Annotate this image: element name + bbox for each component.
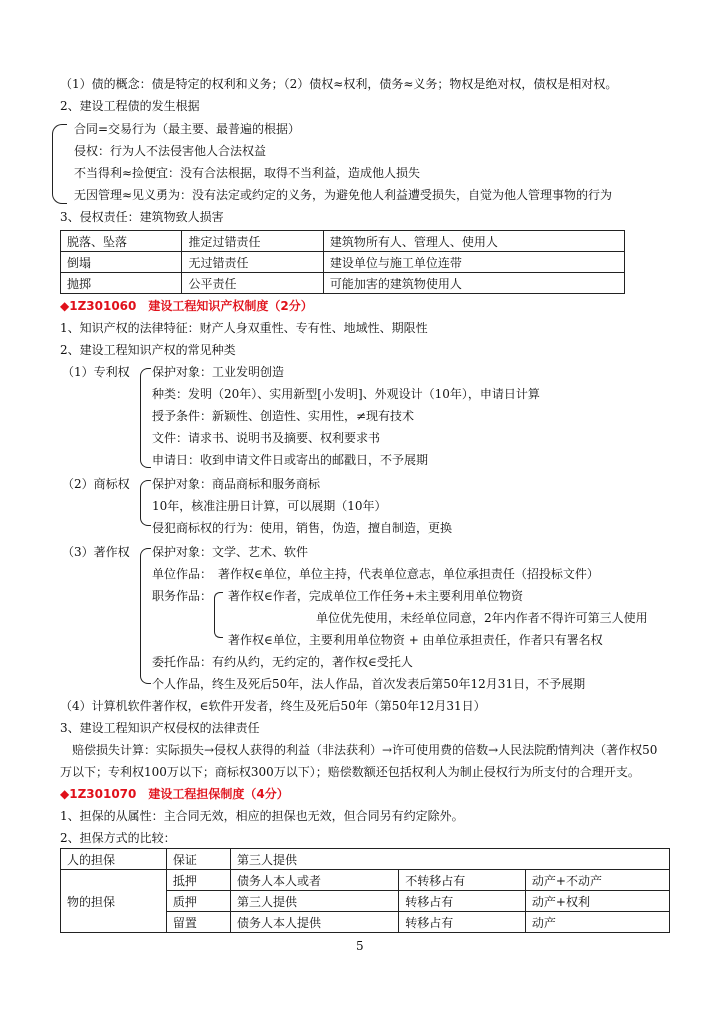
guarantee-accessory: 1、担保的从属性：主合同无效，相应的担保也无效，但合同另有约定除外。 bbox=[60, 809, 464, 823]
ip-features: 1、知识产权的法律特征：财产人身双重性、专有性、地域性、期限性 bbox=[60, 321, 428, 335]
employment-unit: 著作权∈单位，主要利用单位物资 + 由单位承担责任，作者只有署名权 bbox=[228, 633, 603, 647]
gt-cell: 债务人本人或者 bbox=[231, 870, 399, 891]
patent-filing-date: 申请日：收到申请文件日或寄出的邮戳日，不予展期 bbox=[152, 453, 429, 467]
ip-types-heading: 2、建设工程知识产权的常见种类 bbox=[60, 343, 236, 357]
compensation-line2: 万以下；专利权100万以下；商标权300万以下）；赔偿数额还包括权利人为制止侵权行为所支付的合理开支。 bbox=[60, 765, 640, 779]
debt-tort: 侵权：行为人不法侵害他人合法权益 bbox=[74, 144, 267, 158]
gt-cell: 转移占有 bbox=[399, 891, 526, 912]
unit-work: 单位作品： 著作权∈单位，单位主持，代表单位意志，单位承担责任（招投标文件） bbox=[152, 567, 599, 581]
page-number: 5 bbox=[356, 939, 364, 953]
tort-cell: 脱落、坠落 bbox=[61, 231, 182, 252]
section-ip: ◆1Z301060 建设工程知识产权制度（2分） bbox=[60, 299, 313, 313]
patent-conditions: 授予条件：新颖性、创造性、实用性，≠现有技术 bbox=[152, 409, 415, 423]
gt-cell: 转移占有 bbox=[399, 912, 526, 933]
software-copyright: （4）计算机软件著作权，∈软件开发者，终生及死后50年（第50年12月31日） bbox=[60, 699, 486, 713]
brace-patent bbox=[140, 368, 151, 468]
debt-concept: （1）债的概念：债是特定的权利和义务；（2）债权≈权利，债务≈义务；物权是绝对权，债权是相对权。 bbox=[60, 77, 618, 91]
tort-cell: 倒塌 bbox=[61, 252, 182, 273]
copyright-heading: （3）著作权 bbox=[62, 545, 130, 559]
patent-documents: 文件：请求书、说明书及摘要、权利要求书 bbox=[152, 431, 381, 445]
trademark-heading: （2）商标权 bbox=[62, 477, 130, 491]
guarantee-type: 保证 bbox=[166, 849, 230, 870]
employment-priority: 单位优先使用，未经单位同意，2年内作者不得许可第三人使用 bbox=[316, 611, 648, 625]
gt-cell: 质押 bbox=[166, 891, 230, 912]
tort-cell: 抛掷 bbox=[61, 273, 182, 294]
brace-copyright bbox=[140, 548, 151, 684]
person-guarantee: 人的担保 bbox=[61, 849, 167, 870]
gt-cell: 抵押 bbox=[166, 870, 230, 891]
debt-negotiorum: 无因管理≈见义勇为：没有法定或约定的义务，为避免他人利益遭受损失，自觉为他人管理事物的行为 bbox=[74, 188, 613, 202]
trademark-infringement: 侵犯商标权的行为：使用，销售，伪造，擅自制造，更换 bbox=[152, 521, 453, 535]
heading-tort: 3、侵权责任：建筑物致人损害 bbox=[60, 210, 224, 224]
tort-cell: 可能加害的建筑物使用人 bbox=[323, 273, 624, 294]
tort-cell: 建设单位与施工单位连带 bbox=[323, 252, 624, 273]
gt-cell: 动产+权利 bbox=[525, 891, 669, 912]
tort-cell: 建筑物所有人、管理人、使用人 bbox=[323, 231, 624, 252]
brace-debt bbox=[52, 124, 67, 204]
employment-author: 著作权∈作者，完成单位工作任务+未主要利用单位物资 bbox=[228, 589, 523, 603]
thing-guarantee: 物的担保 bbox=[61, 870, 167, 933]
tort-cell: 推定过错责任 bbox=[182, 231, 323, 252]
gt-cell: 留置 bbox=[166, 912, 230, 933]
commissioned-work: 委托作品：有约从约，无约定的，著作权∈受托人 bbox=[152, 655, 413, 669]
patent-heading: （1）专利权 bbox=[62, 365, 130, 379]
heading-debt-basis: 2、建设工程债的发生根据 bbox=[60, 99, 200, 113]
compensation-line1: 赔偿损失计算：实际损失→侵权人获得的利益（非法获利）→许可使用费的倍数→人民法院酌情判决（著作权50 bbox=[60, 743, 658, 757]
personal-work: 个人作品，终生及死后50年，法人作品，首次发表后第50年12月31日，不予展期 bbox=[152, 677, 586, 691]
debt-contract: 合同=交易行为（最主要、最普遍的根据） bbox=[74, 122, 301, 136]
tort-cell: 公平责任 bbox=[182, 273, 323, 294]
gt-cell: 不转移占有 bbox=[399, 870, 526, 891]
tort-table bbox=[60, 230, 625, 294]
patent-kinds: 种类：发明（20年）、实用新型[小发明]、外观设计（10年），申请日计算 bbox=[152, 387, 540, 401]
gt-cell: 动产+不动产 bbox=[525, 870, 669, 891]
tort-cell: 无过错责任 bbox=[182, 252, 323, 273]
trademark-object: 保护对象：商品商标和服务商标 bbox=[152, 477, 321, 491]
employment-work: 职务作品： bbox=[152, 589, 213, 603]
copyright-object: 保护对象：文学、艺术、软件 bbox=[152, 545, 309, 559]
guarantee-table bbox=[60, 848, 670, 933]
gt-cell: 动产 bbox=[525, 912, 669, 933]
trademark-term: 10年，核准注册日计算，可以展期（10年） bbox=[152, 499, 387, 513]
gt-cell: 债务人本人提供 bbox=[231, 912, 399, 933]
section-guarantee: ◆1Z301070 建设工程担保制度（4分） bbox=[60, 787, 289, 801]
guarantee-compare: 2、担保方式的比较： bbox=[60, 831, 176, 845]
brace-employment bbox=[214, 592, 223, 638]
debt-unjust-enrichment: 不当得利≈捡便宜：没有合法根据，取得不当利益，造成他人损失 bbox=[74, 166, 421, 180]
third-party: 第三人提供 bbox=[231, 849, 670, 870]
ip-liability-heading: 3、建设工程知识产权侵权的法律责任 bbox=[60, 721, 260, 735]
brace-trademark bbox=[140, 480, 151, 526]
patent-object: 保护对象：工业发明创造 bbox=[152, 365, 285, 379]
gt-cell: 第三人提供 bbox=[231, 891, 399, 912]
